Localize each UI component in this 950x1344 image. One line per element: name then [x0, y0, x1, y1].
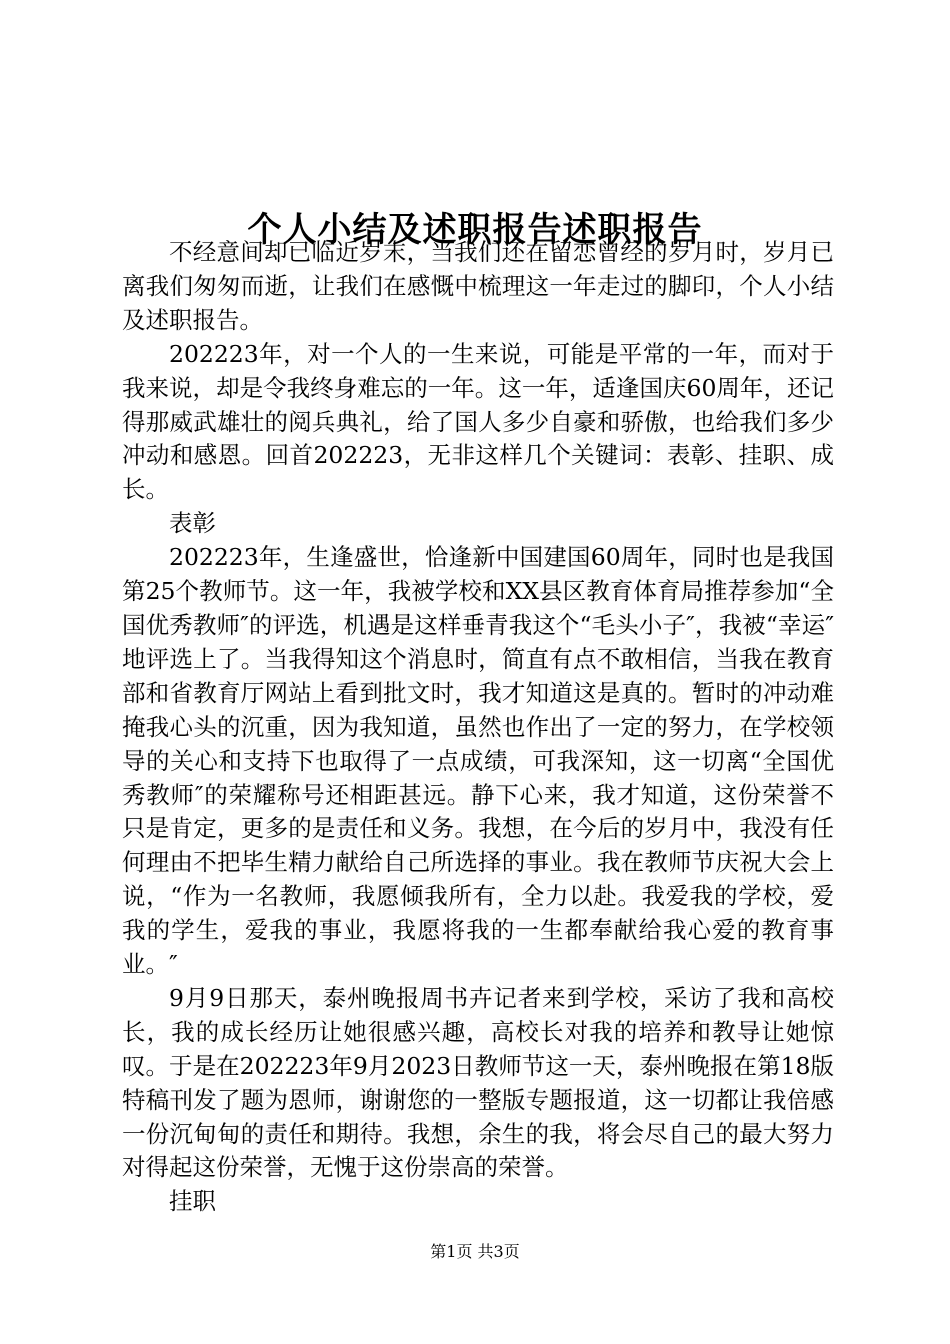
- paragraph-year-summary: 202223年，对一个人的一生来说，可能是平常的一年，而对于我来说，却是令我终身难忘的一年。这一年，适逢国庆60周年，还记得那威武雄壮的阅兵典礼，给了国人多少自豪和骄傲，也给我们多少冲动和感恩。回首202223，无非这样几个关键词：表彰、挂职、成长。: [122, 339, 834, 504]
- document-title: 个人小结及述职报告述职报告: [247, 209, 703, 250]
- document-body: [122, 236, 834, 1219]
- section-heading-secondment: 挂职: [169, 1187, 216, 1216]
- paragraph-intro: 不经意间却已临近岁末，当我们还在留恋曾经的岁月时，岁月已离我们匆匆而逝，让我们在感慨中梳理这一年走过的脚印，个人小结及述职报告。: [122, 238, 834, 334]
- paragraph-interview: 9月9日那天，泰州晚报周书卉记者来到学校，采访了我和高校长，我的成长经历让她很感兴趣，高校长对我的培养和教导让她惊叹。于是在202223年9月2023日教师节这一天，泰州晚报在第18版特稿刊发了题为恩师，谢谢您的一整版专题报道，这一切都让我倍感一份沉甸甸的责任和期待。我想，余生的我，将会尽自己的最大努力对得起这份荣誉，无愧于这份崇高的荣誉。: [122, 983, 834, 1182]
- page-footer: 第1页 共3页: [430, 1242, 520, 1261]
- section-heading-commendation: 表彰: [169, 509, 216, 538]
- paragraph-commendation: 202223年，生逢盛世，恰逢新中国建国60周年，同时也是我国第25个教师节。这一年，我被学校和XX县区教育体育局推荐参加“全国优秀教师″的评选，机遇是这样垂青我这个“毛头小子″，我被“幸运″地评选上了。当我得知这个消息时，简直有点不敢相信，当我在教育部和省教育厅网站上看到批文时，我才知道这是真的。暂时的冲动难掩我心头的沉重，因为我知道，虽然也作出了一定的努力，在学校领导的关心和支持下也取得了一点成绩，可我深知，这一切离“全国优秀教师″的荣耀称号还相距甚远。静下心来，我才知道，这份荣誉不只是肯定，更多的是责任和义务。我想，在今后的岁月中，我没有任何理由不把毕生精力献给自己所选择的事业。我在教师节庆祝大会上说，“作为一名教师，我愿倾我所有，全力以赴。我爱我的学校，爱我的学生，爱我的事业，我愿将我的一生都奉献给我心爱的教育事业。″: [122, 543, 834, 979]
